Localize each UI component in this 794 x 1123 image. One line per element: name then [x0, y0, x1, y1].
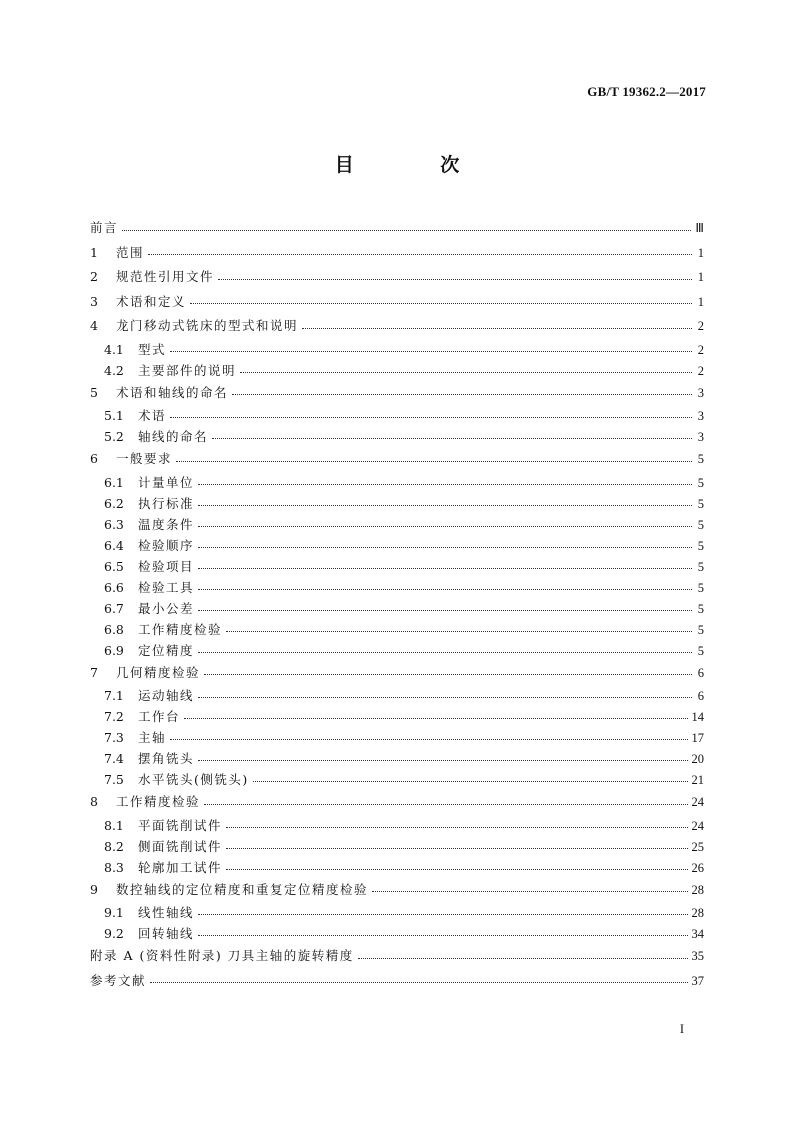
toc-entry-title: 执行标准	[138, 495, 195, 511]
toc-entry[interactable]	[90, 493, 704, 514]
toc-entry-title: 轴线的命名	[138, 429, 209, 444]
toc-entry[interactable]	[90, 514, 704, 535]
toc-entry-title: 一般要求	[116, 451, 173, 466]
toc-entry-title: 温度条件	[138, 516, 195, 532]
toc-entry-page: 35	[691, 949, 704, 963]
toc-entry-title: 轮廓加工试件	[138, 859, 223, 875]
toc-entry-page: 5	[697, 622, 704, 637]
toc-entry[interactable]	[90, 265, 704, 290]
toc-leader-dots	[198, 589, 692, 590]
toc-entry[interactable]	[90, 815, 704, 836]
toc-entry-page: 1	[697, 294, 704, 309]
toc-entry-page: 28	[691, 906, 704, 920]
toc-entry-page: 5	[697, 580, 704, 595]
toc-entry[interactable]	[90, 878, 704, 903]
toc-entry-title: 定位精度	[138, 642, 195, 658]
toc-entry-number: 6.8	[104, 621, 124, 637]
toc-entry-number: 7.3	[104, 730, 124, 745]
toc-entry[interactable]	[90, 769, 704, 790]
toc-entry[interactable]	[90, 598, 704, 619]
toc-entry[interactable]	[90, 535, 704, 556]
toc-leader-dots	[198, 697, 692, 698]
toc-leader-dots	[150, 982, 687, 983]
toc-entry[interactable]	[90, 661, 704, 686]
toc-entry-page: 17	[691, 731, 704, 745]
toc-entry-title: 线性轴线	[138, 905, 195, 920]
toc-entry-title: 水平铣头(侧铣头)	[138, 772, 249, 787]
toc-entry-page: 24	[691, 818, 704, 833]
toc-entry[interactable]	[90, 640, 704, 661]
toc-entry-page: 6	[697, 689, 704, 703]
toc-entry-page: Ⅲ	[695, 221, 704, 235]
toc-entry[interactable]	[90, 944, 704, 969]
toc-entry-page: 2	[697, 319, 704, 333]
toc-entry-page: 2	[697, 342, 704, 357]
toc-entry-page: 3	[697, 385, 704, 400]
toc-leader-dots	[170, 417, 692, 418]
toc-entry-page: 5	[697, 643, 704, 658]
toc-entry-number: 7.1	[104, 688, 124, 703]
standard-code: GB/T 19362.2—2017	[587, 84, 706, 99]
toc-leader-dots	[232, 394, 692, 395]
toc-entry-number: 6.6	[104, 579, 124, 595]
toc-entry-number: 5.2	[104, 429, 124, 444]
toc-entry-page: 34	[691, 927, 704, 941]
toc-entry-title: 工作精度检验	[138, 621, 223, 637]
toc-entry-title: 前言	[90, 220, 119, 235]
toc-entry-page: 5	[697, 496, 704, 511]
toc-entry-title: 摆角铣头	[138, 751, 195, 766]
toc-entry[interactable]	[90, 241, 704, 266]
toc-leader-dots	[148, 254, 692, 255]
toc-entry-title: 术语和定义	[116, 293, 187, 309]
toc-entry[interactable]	[90, 447, 704, 472]
toc-entry[interactable]	[90, 339, 704, 360]
toc-leader-dots	[198, 935, 687, 936]
toc-leader-dots	[190, 303, 692, 304]
toc-entry[interactable]	[90, 857, 704, 878]
toc-entry-title: 检验项目	[138, 558, 195, 574]
toc-entry-page: 5	[697, 517, 704, 532]
toc-entry-title: 平面铣削试件	[138, 817, 223, 833]
toc-leader-dots	[176, 461, 692, 462]
toc-entry-page: 28	[691, 882, 704, 897]
toc-entry-number: 6.3	[104, 516, 124, 532]
toc-entry-page: 26	[691, 860, 704, 875]
toc-entry-number: 9.2	[104, 926, 124, 941]
toc-entry-number: 8.3	[104, 859, 124, 875]
toc-entry-title: 范围	[116, 244, 145, 260]
toc-entry-title: 主轴	[138, 730, 167, 745]
toc-entry-page: 14	[691, 710, 704, 724]
toc-leader-dots	[226, 869, 687, 870]
toc-entry-title: 检验顺序	[138, 537, 195, 553]
toc-entry-number: 8	[90, 794, 98, 809]
toc-entry-number: 6	[90, 451, 98, 466]
toc-leader-dots	[372, 891, 687, 892]
toc-entry[interactable]	[90, 902, 704, 923]
toc-leader-dots	[218, 279, 692, 280]
toc-entry-page: 3	[697, 409, 704, 423]
toc-entry-page: 21	[691, 773, 704, 787]
toc-entry[interactable]	[90, 836, 704, 857]
toc-entry-page: 24	[691, 795, 704, 809]
toc-entry-number: 5	[90, 384, 98, 400]
toc-entry[interactable]	[90, 381, 704, 406]
toc-entry-title: 侧面铣削试件	[138, 838, 223, 854]
toc-entry-page: 1	[697, 270, 704, 284]
toc-entry[interactable]	[90, 706, 704, 727]
toc-leader-dots	[358, 958, 688, 959]
toc-leader-dots	[240, 372, 692, 373]
toc-entry-title: 主要部件的说明	[138, 362, 237, 378]
toc-leader-dots	[198, 526, 692, 527]
toc-entry-title: 最小公差	[138, 600, 195, 616]
toc-entry-number: 4	[90, 318, 98, 333]
toc-entry-number: 6.2	[104, 495, 124, 511]
toc-leader-dots	[198, 760, 687, 761]
toc-leader-dots	[170, 351, 692, 352]
toc-entry[interactable]	[90, 577, 704, 598]
toc-entry[interactable]	[90, 727, 704, 748]
page-number: I	[679, 1022, 684, 1036]
toc-leader-dots	[226, 827, 687, 828]
toc-entry-title: 术语	[138, 408, 167, 423]
toc-entry-number: 9.1	[104, 905, 124, 920]
toc-entry-number: 3	[90, 293, 98, 309]
toc-entry-page: 5	[697, 559, 704, 574]
toc-leader-dots	[198, 568, 692, 569]
toc-leader-dots	[226, 848, 687, 849]
toc-entry-title: 参考文献	[90, 972, 147, 988]
toc-entry-number: 9	[90, 881, 98, 897]
toc-leader-dots	[198, 484, 692, 485]
toc-entry[interactable]	[90, 748, 704, 769]
toc-entry-number: 8.2	[104, 838, 124, 854]
toc-entry-page: 5	[697, 538, 704, 553]
table-of-contents	[90, 216, 704, 993]
toc-entry-page: 6	[697, 665, 704, 680]
toc-entry-page: 25	[691, 839, 704, 854]
toc-entry-title: 回转轴线	[138, 926, 195, 941]
toc-entry-page: 3	[697, 430, 704, 444]
toc-entry[interactable]	[90, 790, 704, 815]
toc-leader-dots	[302, 328, 692, 329]
toc-entry[interactable]	[90, 314, 704, 339]
toc-leader-dots	[198, 914, 687, 915]
toc-entry-page: 20	[691, 752, 704, 766]
toc-entry-page: 2	[697, 363, 704, 378]
toc-leader-dots	[204, 804, 687, 805]
toc-entry-title: 工作精度检验	[116, 794, 201, 809]
toc-leader-dots	[198, 547, 692, 548]
toc-entry-page: 5	[697, 475, 704, 490]
toc-entry-number: 7	[90, 664, 98, 680]
toc-leader-dots	[198, 505, 692, 506]
toc-entry-title: 几何精度检验	[116, 664, 201, 680]
toc-entry-number: 7.4	[104, 751, 124, 766]
toc-leader-dots	[184, 718, 687, 719]
toc-leader-dots	[170, 739, 687, 740]
toc-entry-page: 37	[691, 973, 704, 988]
toc-entry-number: 6.5	[104, 558, 124, 574]
toc-entry-number: 6.9	[104, 642, 124, 658]
toc-entry[interactable]	[90, 290, 704, 315]
toc-entry[interactable]	[90, 556, 704, 577]
toc-entry-number: 6.7	[104, 600, 124, 616]
toc-entry[interactable]	[90, 923, 704, 944]
toc-entry-title: 计量单位	[138, 474, 195, 490]
toc-entry-number: 2	[90, 269, 98, 284]
toc-entry-number: 4.1	[104, 341, 124, 357]
toc-entry-title: 附录 A (资料性附录) 刀具主轴的旋转精度	[90, 948, 354, 963]
toc-entry-page: 5	[697, 452, 704, 466]
toc-entry-page: 5	[697, 601, 704, 616]
toc-leader-dots	[198, 610, 692, 611]
toc-entry[interactable]	[90, 969, 704, 994]
toc-entry[interactable]	[90, 472, 704, 493]
toc-title: 目 次	[334, 154, 500, 176]
toc-entry[interactable]	[90, 426, 704, 447]
toc-entry-number: 8.1	[104, 817, 124, 833]
toc-entry-title: 运动轴线	[138, 688, 195, 703]
toc-entry[interactable]	[90, 216, 704, 241]
toc-entry[interactable]	[90, 685, 704, 706]
toc-leader-dots	[226, 631, 692, 632]
toc-entry-title: 型式	[138, 341, 167, 357]
toc-entry-number: 7.2	[104, 709, 124, 724]
toc-entry-number: 6.4	[104, 537, 124, 553]
toc-entry-number: 1	[90, 244, 98, 260]
toc-leader-dots	[122, 230, 691, 231]
toc-entry[interactable]	[90, 619, 704, 640]
toc-entry-number: 5.1	[104, 408, 124, 423]
toc-entry-title: 工作台	[138, 709, 181, 724]
toc-entry[interactable]	[90, 405, 704, 426]
toc-leader-dots	[198, 652, 692, 653]
toc-entry-title: 术语和轴线的命名	[116, 384, 229, 400]
toc-entry-page: 1	[697, 245, 704, 260]
toc-entry-title: 规范性引用文件	[116, 269, 215, 284]
toc-leader-dots	[253, 781, 688, 782]
toc-entry-title: 检验工具	[138, 579, 195, 595]
toc-leader-dots	[212, 438, 692, 439]
toc-entry-number: 6.1	[104, 474, 124, 490]
toc-entry-title: 龙门移动式铣床的型式和说明	[116, 318, 299, 333]
toc-entry-title: 数控轴线的定位精度和重复定位精度检验	[116, 881, 369, 897]
toc-entry-number: 4.2	[104, 362, 124, 378]
toc-entry[interactable]	[90, 360, 704, 381]
toc-leader-dots	[204, 674, 692, 675]
toc-entry-number: 7.5	[104, 772, 124, 787]
